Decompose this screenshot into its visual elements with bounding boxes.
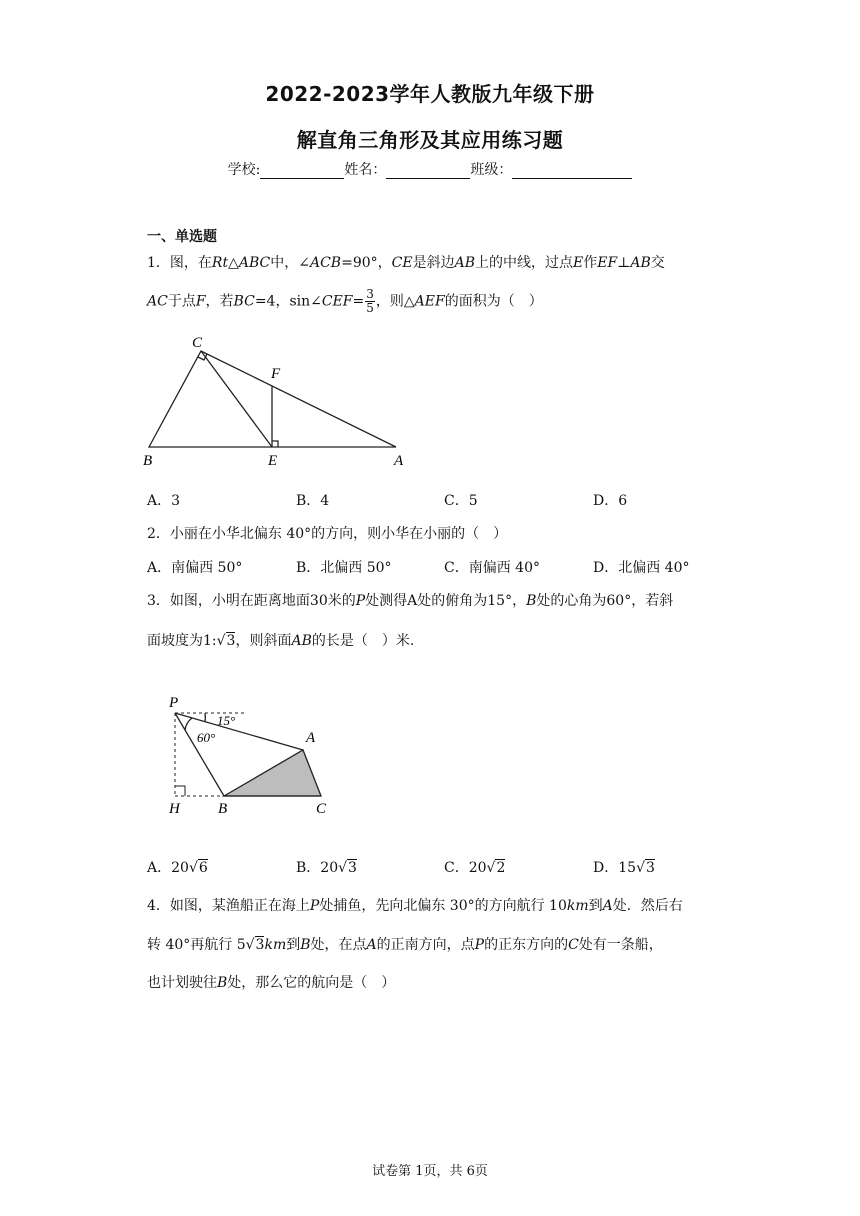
question-1-figure [140, 330, 420, 470]
title-line-2: 解直角三角形及其应用练习题 [296, 128, 564, 152]
school-blank[interactable] [260, 164, 344, 179]
name-blank[interactable] [386, 164, 470, 179]
label-a: A [306, 730, 316, 746]
q3-option-a[interactable]: A．20√6 [147, 860, 208, 876]
section-title: 一、单选题 [147, 229, 217, 245]
q2-option-c[interactable]: C．南偏西 40° [444, 560, 540, 576]
question-3-line-1: 3．如图，小明在距离地面30米的P处测得A处的俯角为15°，B处的心角为60°，若斜 [147, 593, 674, 609]
q2-option-d[interactable]: D．北偏西 40° [593, 560, 690, 576]
question-4-line-3: 也计划驶往B处，那么它的航向是（ ） [147, 975, 396, 991]
label-b: B [218, 801, 228, 817]
question-3-line-2: 面坡度为1:√3，则斜面AB的长是（ ）米. [147, 633, 415, 649]
school-label: 学校: [227, 162, 261, 178]
question-2: 2．小丽在小华北偏东 40°的方向，则小华在小丽的（ ） [147, 526, 508, 542]
q2-option-a[interactable]: A．南偏西 50° [147, 560, 243, 576]
question-1-line-1: 1．图，在Rt△ABC中，∠ACB=90°，CE是斜边AB上的中线，过点E作EF⊥AB交 [147, 255, 665, 271]
label-p: P [169, 695, 179, 711]
label-c: C [316, 801, 327, 817]
question-1-line-2: AC于点F，若BC=4，sin∠CEF= $\frac{3}{5}$ ，则△AEF的面积为（ ） [147, 287, 543, 315]
slope-shaded-region [224, 750, 321, 796]
q1-option-a[interactable]: A．3 [147, 493, 181, 509]
label-a: A [394, 453, 404, 469]
label-c: C [192, 335, 203, 351]
q1-option-b[interactable]: B．4 [296, 493, 330, 509]
class-blank[interactable] [512, 164, 632, 179]
label-f: F [271, 366, 281, 382]
question-3-figure [165, 690, 345, 820]
q1-option-d[interactable]: D．6 [593, 493, 628, 509]
label-15-deg: 15° [217, 713, 236, 728]
label-h: H [169, 801, 180, 817]
q2-option-b[interactable]: B．北偏西 50° [296, 560, 392, 576]
q3-option-c[interactable]: C．20√2 [444, 860, 506, 876]
fraction-3-5: $\frac{3}{5}$ [366, 287, 374, 315]
right-angle-h [175, 786, 185, 796]
student-info-line [0, 159, 860, 179]
class-label: 班级： [470, 162, 513, 178]
page-footer: 试卷第 1页，共 6页 [372, 1164, 488, 1179]
label-b: B [143, 453, 153, 469]
label-60-deg: 60° [197, 730, 216, 745]
right-angle-e [272, 441, 278, 447]
label-e: E [268, 453, 278, 469]
angle-arc-60 [185, 718, 192, 730]
question-4-line-1: 4．如图，某渔船正在海上P处捕鱼，先向北偏东 30°的方向航行 10km到A处．然后右 [147, 898, 683, 914]
question-4-line-2: 转 40°再航行 5√3km到B处，在点A的正南方向，点P的正东方向的C处有一条船， [147, 937, 663, 953]
median-ce [201, 351, 272, 447]
q3-option-d[interactable]: D．15√3 [593, 860, 655, 876]
title-line-1: 2022-2023学年人教版九年级下册 [265, 82, 595, 106]
name-label: 姓名： [344, 162, 387, 178]
q1-option-c[interactable]: C．5 [444, 493, 478, 509]
q3-option-b[interactable]: B．20√3 [296, 860, 357, 876]
